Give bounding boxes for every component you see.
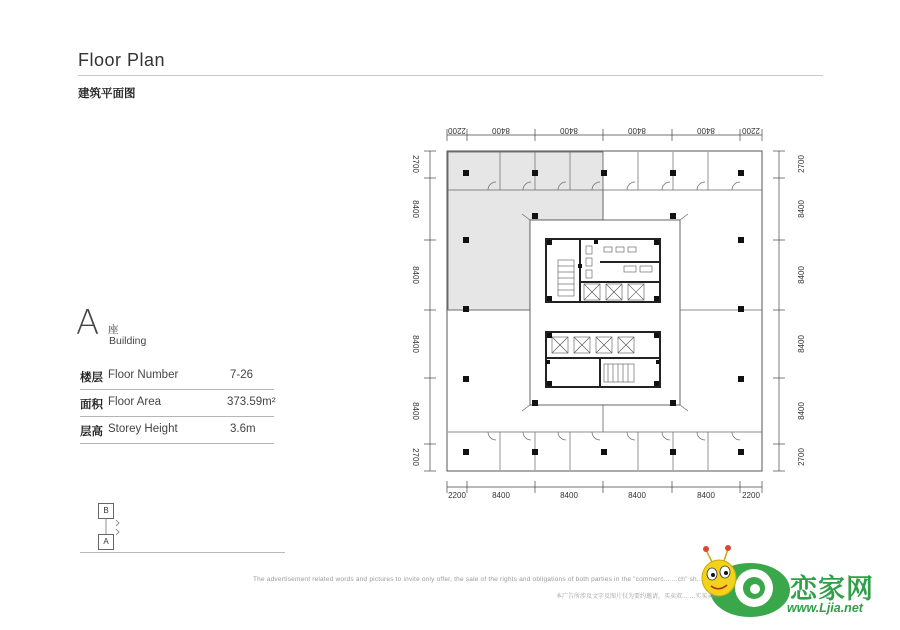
building-word-label: Building	[109, 335, 147, 347]
dim-top-2: 8400	[492, 126, 510, 135]
dim-left-6: 2700	[411, 448, 420, 466]
dim-right-2: 8400	[797, 200, 806, 218]
snail-mascot-icon	[702, 545, 790, 617]
dim-top-5: 8400	[697, 126, 715, 135]
dim-right-1: 2700	[797, 155, 806, 173]
watermark-logo-name: 恋家网	[790, 574, 874, 605]
dim-bottom-3: 8400	[560, 491, 578, 500]
dim-bottom-2: 8400	[492, 491, 510, 500]
building-core	[530, 220, 680, 405]
dim-left-5: 8400	[411, 402, 420, 420]
dim-left-3: 8400	[411, 266, 420, 284]
disclaimer-text-cn: 本广告所涉及文字及图片仅为要约邀请，买卖双... ...实买卖...	[556, 593, 720, 600]
dim-left-1: 2700	[411, 155, 420, 173]
key-plan-connector	[106, 519, 119, 535]
page-title: Floor Plan	[78, 50, 166, 70]
dim-bottom-4: 8400	[628, 491, 646, 500]
dim-left-2: 8400	[411, 200, 420, 218]
dim-top-1: 2200	[448, 126, 466, 135]
spec-label-en: Storey Height	[108, 423, 178, 435]
dim-right-3: 8400	[797, 266, 806, 284]
spec-label-zh: 楼层	[80, 370, 103, 384]
dim-right-6: 2700	[797, 448, 806, 466]
dim-bottom-1: 2200	[448, 491, 466, 500]
key-plan-building-a: A	[98, 534, 114, 550]
dim-left-4: 8400	[411, 335, 420, 353]
building-zuo-label: 座	[108, 324, 119, 336]
spec-value: 3.6m	[230, 423, 256, 435]
dim-bottom-5: 8400	[697, 491, 715, 500]
spec-label-zh: 面积	[80, 397, 103, 411]
dim-right-5: 8400	[797, 402, 806, 420]
spec-value: 7-26	[230, 369, 254, 381]
page-subtitle: 建筑平面图	[78, 86, 136, 100]
dim-top-3: 8400	[560, 126, 578, 135]
dim-top-6: 2200	[742, 126, 760, 135]
dim-top-4: 8400	[628, 126, 646, 135]
dim-bottom-6: 2200	[742, 491, 760, 500]
spec-label-en: Floor Number	[108, 369, 179, 381]
building-letter: A	[76, 303, 100, 343]
disclaimer-text: The advertisement related words and pictures to invite only offer, the sale of the rights and obligations of both parties in the "commerc... ...ch" sh...	[253, 576, 703, 583]
watermark-logo-url: www.Ljia.net	[787, 601, 863, 615]
dim-right-4: 8400	[797, 335, 806, 353]
spec-label-en: Floor Area	[108, 396, 162, 408]
spec-value: 373.59m²	[227, 396, 276, 408]
key-plan-building-b: B	[98, 503, 114, 519]
spec-label-zh: 层高	[80, 424, 103, 438]
